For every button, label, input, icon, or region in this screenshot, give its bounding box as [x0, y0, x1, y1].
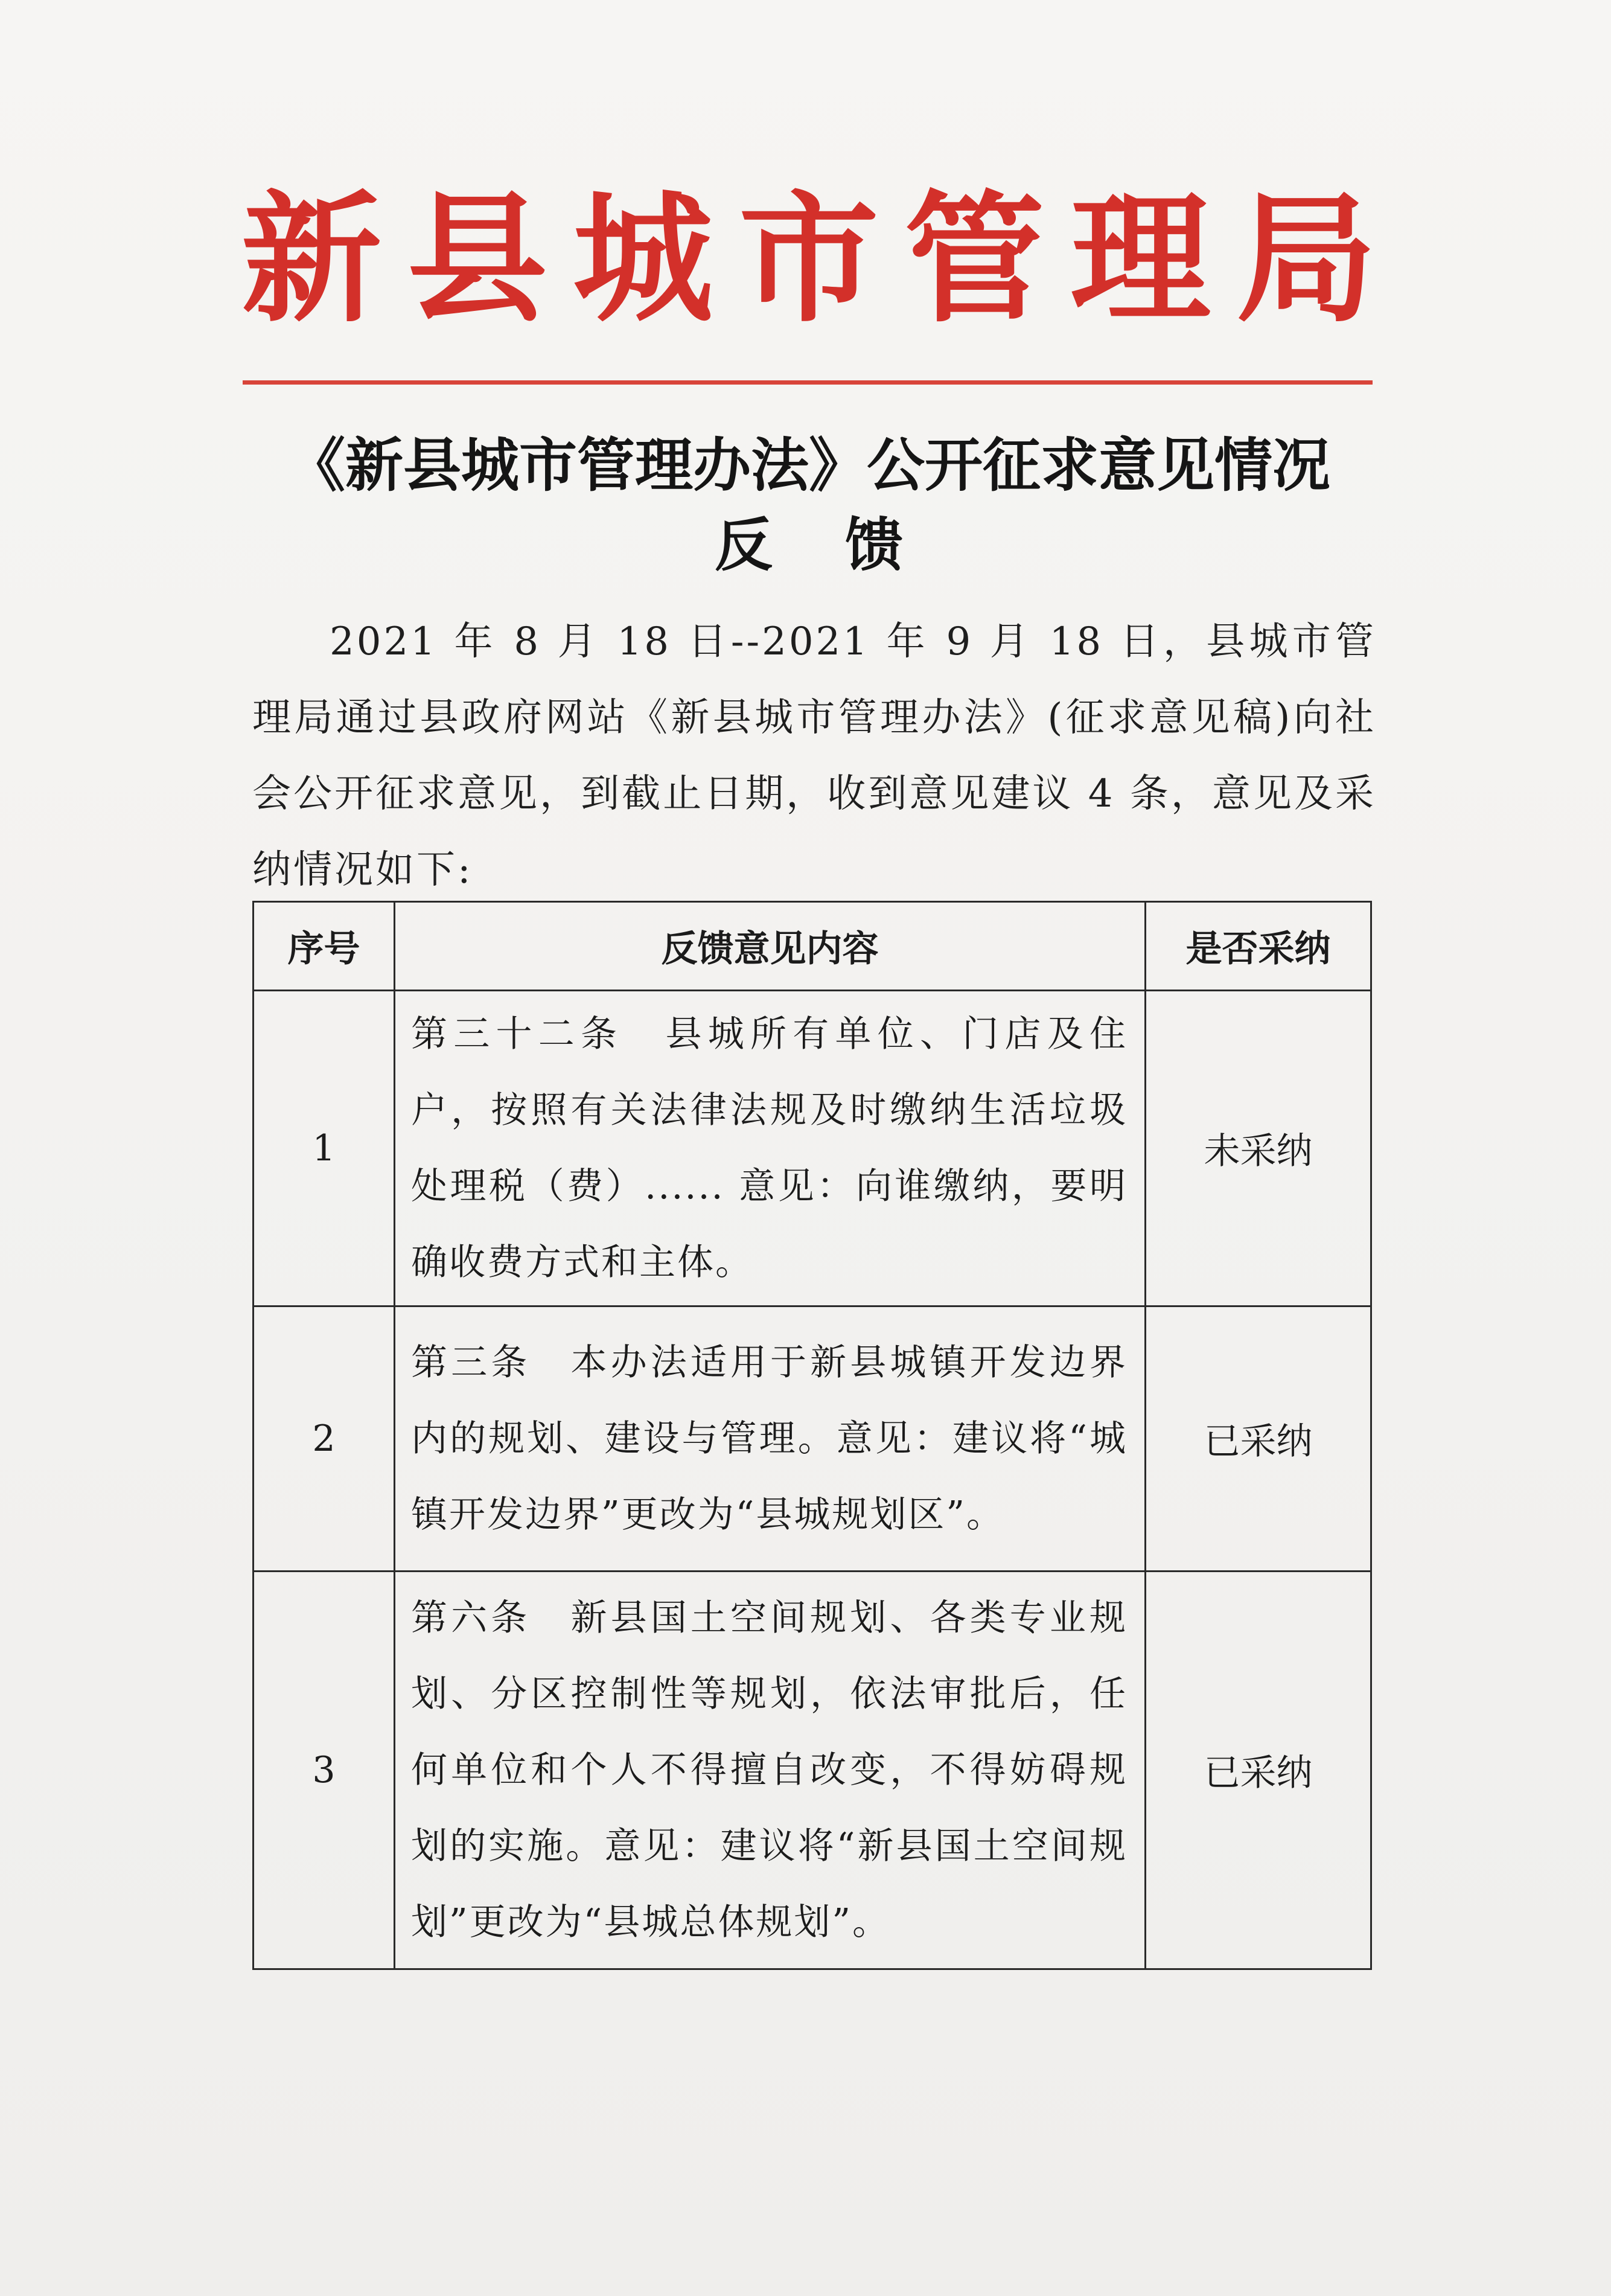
row-status: 未采纳 [1146, 991, 1371, 1306]
table-row [254, 1306, 1371, 1572]
letterhead: 新县城市管理局 [241, 178, 1376, 341]
feedback-table [252, 901, 1372, 1970]
table-row [254, 991, 1371, 1306]
row-status: 已采纳 [1146, 1306, 1371, 1572]
intro-paragraph: 2021 年 8 月 18 日--2021 年 9 月 18 日，县城市管理局通过县政府网站《新县城市管理办法》(征求意见稿)向社会公开征求意见，到截止日期，收到意见建议 4 条，意见及采纳情况如下: [252, 619, 1376, 892]
title-line-1: 《新县城市管理办法》公开征求意见情况 [287, 431, 1330, 499]
row-number: 2 [254, 1306, 395, 1572]
title-line-2: 反馈 [715, 511, 975, 579]
row-status: 已采纳 [1146, 1572, 1371, 1969]
table-header-row [254, 902, 1371, 991]
row-content: 第三十二条 县城所有单位、门店及住户，按照有关法律法规及时缴纳生活垃圾处理税（费）...... 意见：向谁缴纳，要明确收费方式和主体。 [395, 991, 1146, 1306]
header-content: 反馈意见内容 [395, 902, 1146, 991]
row-content: 第三条 本办法适用于新县城镇开发边界内的规划、建设与管理。意见：建议将“城镇开发边界”更改为“县城规划区”。 [395, 1306, 1146, 1572]
row-number: 1 [254, 991, 395, 1306]
document-title [241, 426, 1376, 585]
table-row [254, 1572, 1371, 1969]
row-number: 3 [254, 1572, 395, 1969]
letterhead-divider [243, 380, 1373, 385]
header-adopted: 是否采纳 [1146, 902, 1371, 991]
row-content: 第六条 新县国土空间规划、各类专业规划、分区控制性等规划，依法审批后，任何单位和个人不得擅自改变，不得妨碍规划的实施。意见：建议将“新县国土空间规划”更改为“县城总体规划”。 [395, 1572, 1146, 1969]
header-number: 序号 [254, 902, 395, 991]
